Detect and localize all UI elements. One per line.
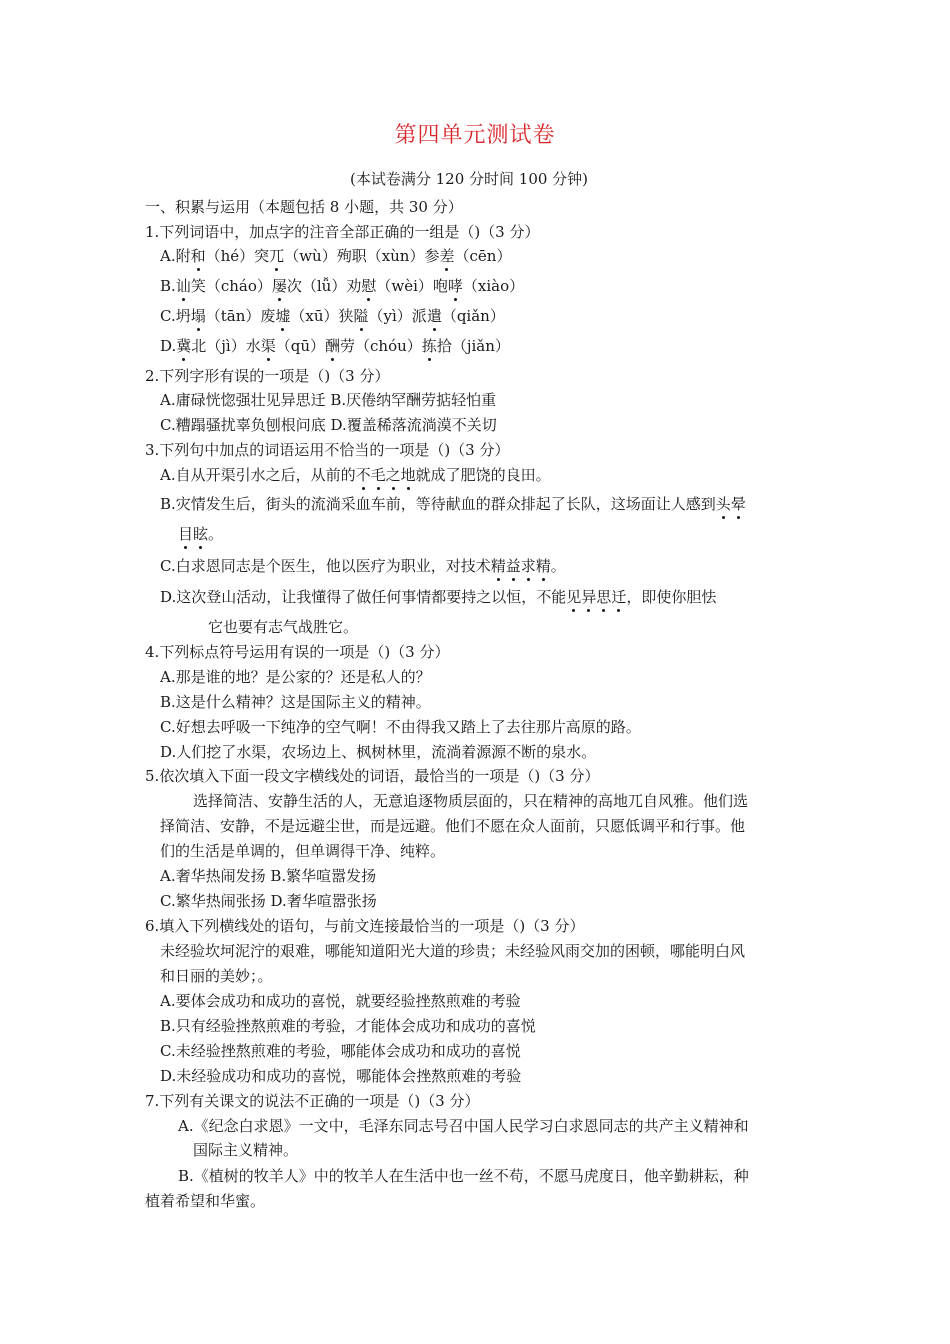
text: （hé）突 [205,247,270,265]
question-3-stem: 3.下列句中加点的词语运用不恰当的一项是（)（3 分） [145,441,510,459]
text: （xiào） [462,277,525,295]
text: 劳（chóu） [340,337,422,355]
dotted-word [178,525,208,543]
dotted-char: 冀 [176,337,192,355]
text: B. [160,277,176,295]
question-2-stem: 2.下列字形有误的一项是（)（3 分） [145,367,390,385]
dotted-char: 渠 [260,337,276,355]
dotted-char: 见 [566,588,582,606]
dotted-char: 迁 [611,588,627,606]
text: 。 [208,525,224,543]
question-6-stem: 6.填入下列横线处的语句，与前文连接最恰当的一项是（)（3 分） [145,917,585,935]
text: （qiǎn） [441,307,505,325]
question-5-options-ab: A.奢华热闹发扬 B.繁华喧嚣发扬 [160,867,377,885]
text: 。 [550,557,566,575]
question-2-options-cd: C.糟蹋骚扰辜负刨根问底 D.覆盖稀落流淌漠不关切 [160,416,497,434]
question-5-passage: 选择简洁、安静生活的人，无意追逐物质层面的，只在精神的高地兀自风雅。他们选 [193,792,749,810]
text: （xū）狭 [290,307,354,325]
text: 笑（cháo） [190,277,272,295]
dotted-char: 晕 [730,495,746,513]
question-7-option-a-cont: 国际主义精神。 [193,1141,299,1159]
dotted-char: 哮 [447,277,463,295]
question-3-option-a [160,465,551,485]
dotted-char: 隘 [353,307,369,325]
question-7-stem: 7.下列有关课文的说法不正确的一项是（)（3 分） [145,1092,480,1110]
text: D.这次登山活动，让我懂得了做任何事情都要持之以恒，不能 [160,588,567,606]
text: （yì）派 [368,307,427,325]
question-4-option-c: C.好想去呼吸一下纯净的空气啊！不由得我又踏上了去往那片高原的路。 [160,718,641,736]
dotted-char: 和 [190,247,206,265]
question-4-option-a: A.那是谁的地？是公家的？还是私人的？ [160,668,431,686]
text: B.灾情发生后，街头的流淌采血车前，等待献血的群众排起了长队，这场面让人感到 [160,495,716,513]
dotted-char: 异 [581,588,597,606]
question-5-stem: 5.依次填入下面一段文字横线处的词语，最恰当的一项是（)（3 分） [145,767,600,785]
dotted-char: 精 [490,557,506,575]
dotted-char: 地 [400,466,416,484]
text: （wù）殉职（xùn）参 [284,247,440,265]
question-4-option-b: B.这是什么精神？这是国际主义的精神。 [160,693,431,711]
dotted-char: 思 [596,588,612,606]
text: 就成了肥饶的良田。 [415,466,551,484]
section-heading: 一、积累与运用（本题包括 8 小题，共 30 分） [145,198,463,216]
text: D. [160,337,177,355]
dotted-char: 塌 [190,307,206,325]
question-1-option-d [160,336,510,356]
text: A.附 [160,247,191,265]
dotted-char: 头 [715,495,731,513]
question-5-passage: 们的生活是单调的，但单调得干净、纯粹。 [160,842,446,860]
question-6-option-d: D.未经验成功和成功的喜悦，哪能体会挫熬煎难的考验 [160,1067,522,1085]
question-4-stem: 4.下列标点符号运用有误的一项是（)（3 分） [145,643,450,661]
dotted-char: 精 [535,557,551,575]
question-3-option-b [160,494,746,514]
question-7-option-b: B.《植树的牧羊人》中的牧羊人在生活中也一丝不苟，不愿马虎度日，他辛勤耕耘，种 [178,1167,749,1185]
question-6-option-c: C.未经验挫熬煎难的考验，哪能体会成功和成功的喜悦 [160,1042,521,1060]
text: ，即使你胆怯 [626,588,717,606]
dotted-char: 酬 [325,337,341,355]
dotted-char: 毛 [370,466,386,484]
dotted-char: 墟 [275,307,291,325]
question-1-option-a [160,246,511,266]
dotted-char: 讪 [175,277,191,295]
dotted-char: 之 [385,466,401,484]
question-4-option-d: D.人们挖了水渠，农场边上、枫树林里，流淌着源源不断的泉水。 [160,743,597,761]
dotted-char: 兀 [269,247,285,265]
text: C.坍 [160,307,191,325]
text: （qū） [275,337,326,355]
question-1-option-b [160,276,524,296]
question-7-option-b-cont: 植着希望和华蜜。 [145,1192,266,1210]
question-1-stem: 1.下列词语中，加点字的注音全部正确的一组是（)（3 分） [145,223,540,241]
text: （cēn） [454,247,512,265]
question-1-option-c [160,306,505,326]
dotted-word [491,557,551,575]
dotted-char: 差 [439,247,455,265]
dotted-char: 求 [520,557,536,575]
dotted-word [566,588,626,606]
dotted-word [356,466,416,484]
text: C.白求恩同志是个医生，他以医疗为职业，对技术 [160,557,491,575]
dotted-char: 不 [355,466,371,484]
dotted-char: 目 [178,525,194,543]
question-3-option-b-cont [178,524,223,544]
question-3-option-d [160,587,716,607]
question-6-passage: 未经验坎坷泥泞的艰难，哪能知道阳光大道的珍贵；未经验风雨交加的困顿，哪能明白风 [160,942,746,960]
question-3-option-c [160,556,566,576]
dotted-word [716,495,746,513]
dotted-char: 益 [505,557,521,575]
question-5-options-cd: C.繁华热闹张扬 D.奢华喧嚣张扬 [160,892,377,910]
page-title: 第四单元测试卷 [394,123,556,148]
exam-info: (本试卷满分 120 分时间 100 分钟) [350,170,589,188]
text: 北（jì）水 [191,337,261,355]
question-3-option-d-cont: 它也要有志气战胜它。 [208,618,359,636]
dotted-char: 慰 [361,277,377,295]
text: 次（lǚ）劝 [286,277,362,295]
text: （tān）废 [205,307,276,325]
dotted-char: 拣 [421,337,437,355]
text: （wèi）咆 [376,277,448,295]
text: 拾（jiǎn） [436,337,510,355]
question-6-option-a: A.要体会成功和成功的喜悦，就要经验挫熬煎难的考验 [160,992,521,1010]
question-7-option-a: A.《纪念白求恩》一文中，毛泽东同志号召中国人民学习白求恩同志的共产主义精神和 [178,1117,749,1135]
dotted-char: 眩 [193,525,209,543]
text: A.自从开渠引水之后，从前的 [160,466,356,484]
question-2-options-ab: A.庸碌恍惚强壮见异思迁 B.厌倦纳罕酬劳掂轻怕重 [160,391,497,409]
dotted-char: 遣 [426,307,442,325]
dotted-char: 屡 [271,277,287,295]
question-6-option-b: B.只有经验挫熬煎难的考验，才能体会成功和成功的喜悦 [160,1017,536,1035]
question-6-passage: 和日丽的美妙；。 [160,967,273,985]
question-5-passage: 择简洁、安静，不是远避尘世，而是远避。他们不愿在众人面前，只愿低调平和行事。他 [160,817,746,835]
